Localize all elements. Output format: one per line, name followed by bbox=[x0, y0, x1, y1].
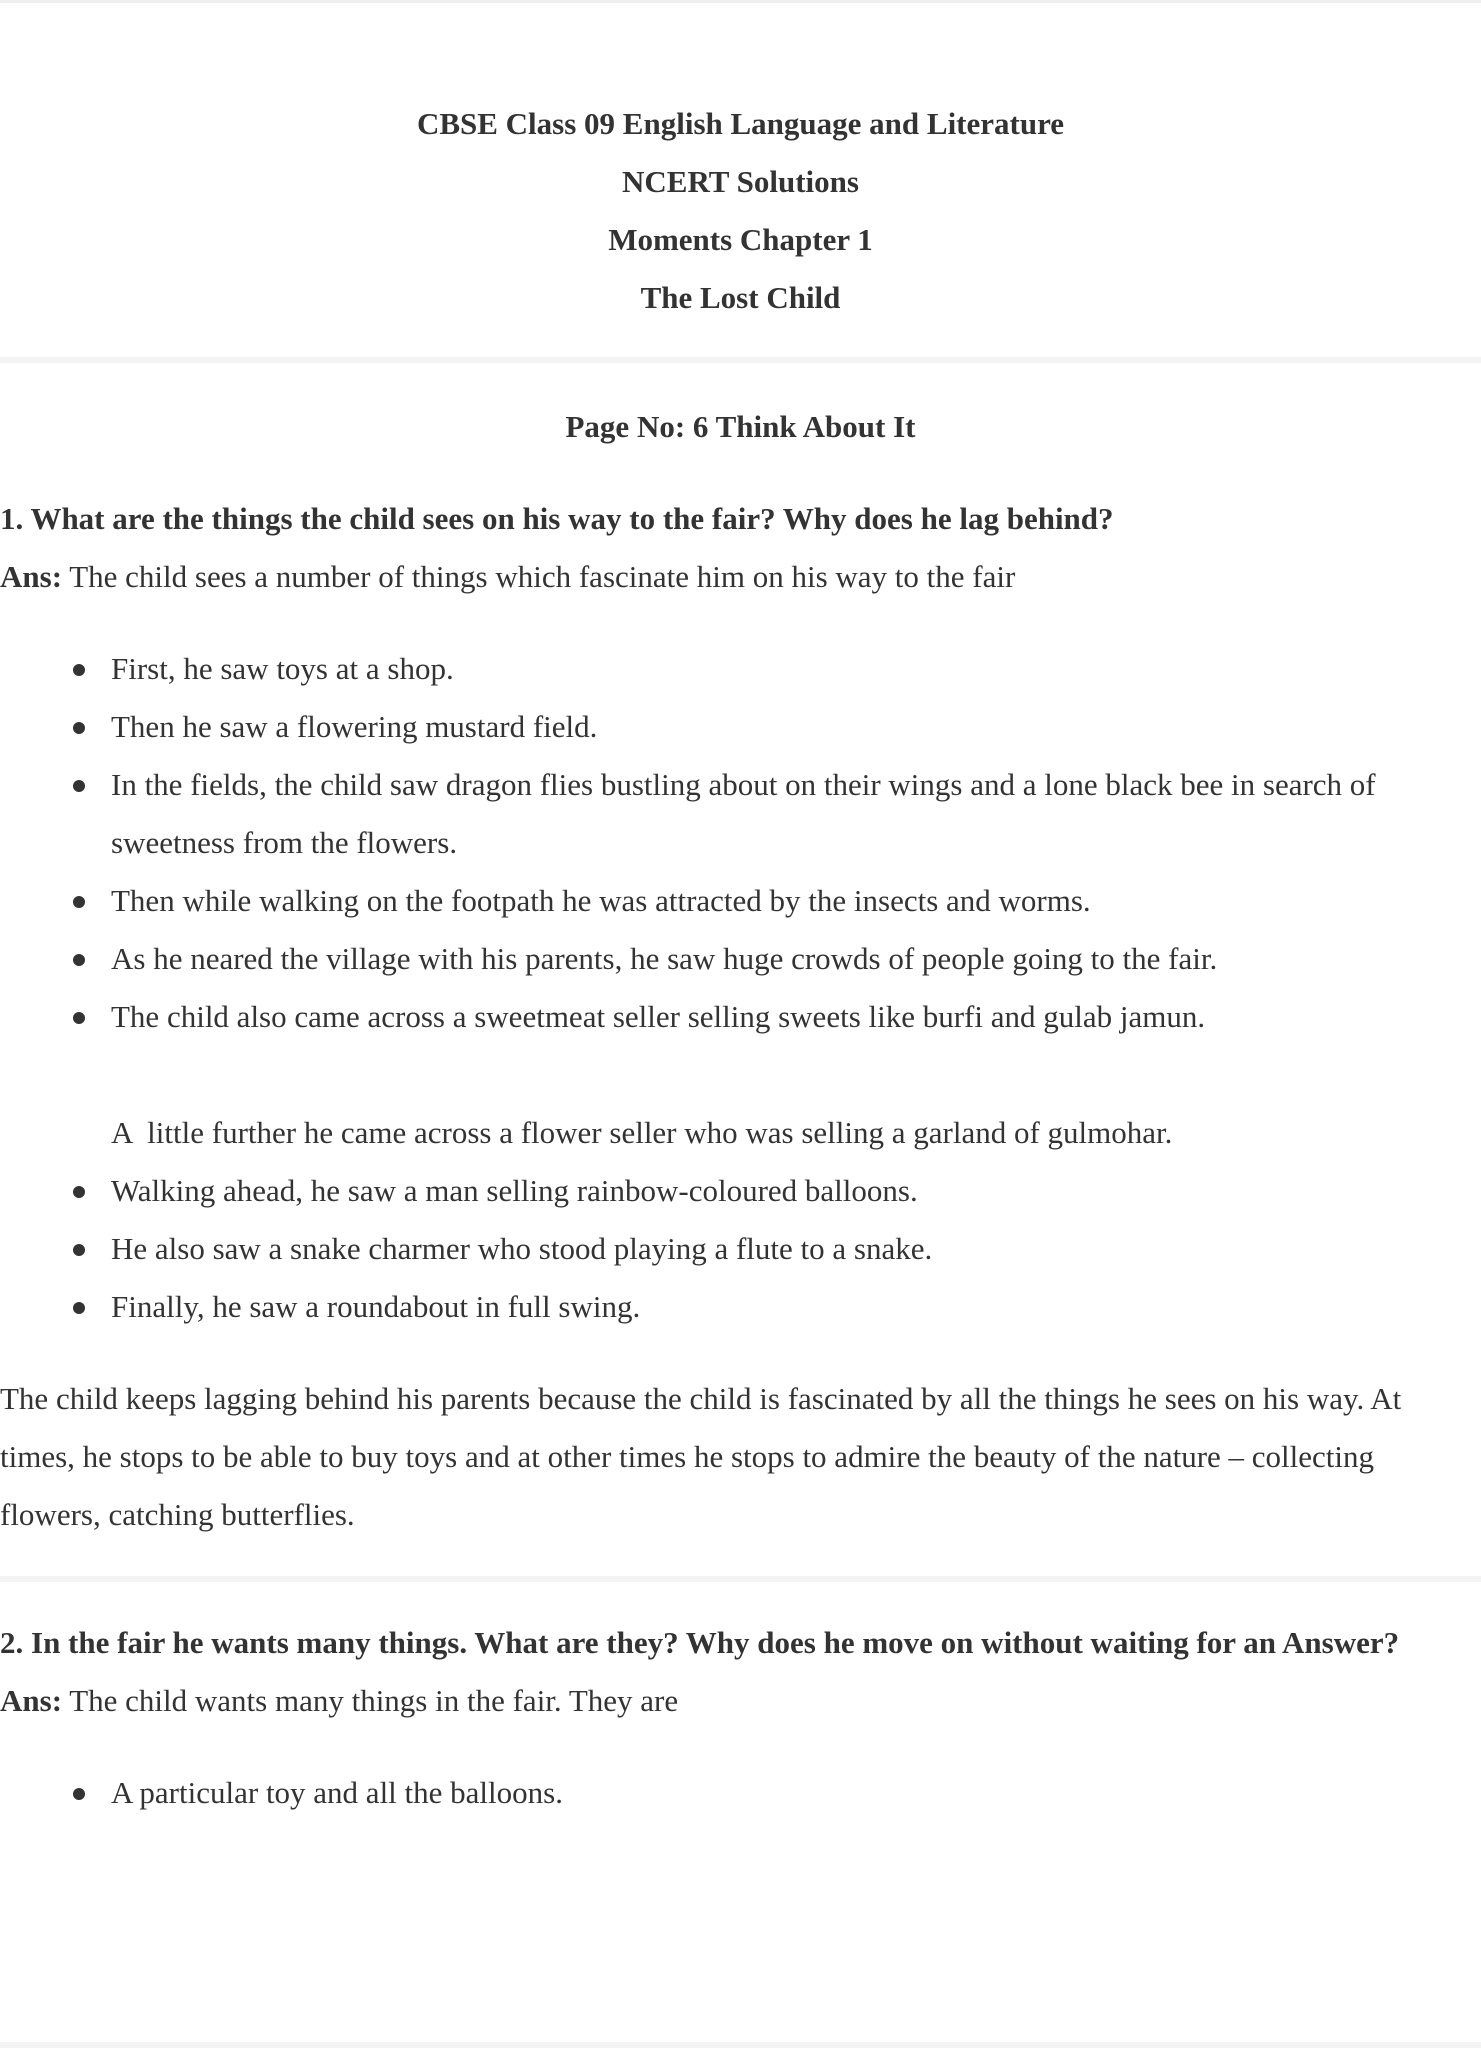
answer-list bbox=[0, 640, 1481, 1336]
header-line-course: CBSE Class 09 English Language and Literature bbox=[416, 106, 1065, 141]
list-item: As he neared the village with his parents, he saw huge crowds of people going to the fair. bbox=[111, 930, 1481, 988]
answer-paragraph: The child keeps lagging behind his parents because the child is fascinated by all the things he sees on his way. At times, he stops to be able to buy toys and at other times he stops to admire the beauty of the nature – collecting flowers, catching butterflies. bbox=[0, 1381, 1402, 1532]
answer-text: The child wants many things in the fair. They are bbox=[62, 1683, 679, 1718]
ans-label: Ans: bbox=[0, 1683, 63, 1718]
bottom-divider bbox=[0, 2042, 1481, 2048]
question-2 bbox=[0, 1582, 1481, 1822]
answer-text: The child sees a number of things which fascinate him on his way to the fair bbox=[62, 559, 1016, 594]
document-header bbox=[0, 3, 1481, 357]
section-title: Page No: 6 Think About It bbox=[565, 409, 916, 444]
list-item: He also saw a snake charmer who stood playing a flute to a snake. bbox=[111, 1220, 1481, 1278]
answer-list bbox=[0, 1764, 1481, 1822]
question-text: 2. In the fair he wants many things. What are they? Why does he move on without waiting for an Answer? bbox=[0, 1625, 1400, 1660]
list-item: Finally, he saw a roundabout in full swing. bbox=[111, 1278, 1481, 1336]
list-item: Then he saw a flowering mustard field. bbox=[111, 698, 1481, 756]
list-item: First, he saw toys at a shop. bbox=[111, 640, 1481, 698]
header-line-chapter: Moments Chapter 1 bbox=[608, 222, 873, 257]
answer-intro bbox=[0, 1672, 1481, 1730]
list-item: Walking ahead, he saw a man selling rainbow-coloured balloons. bbox=[111, 1162, 1481, 1220]
header-line-solutions: NCERT Solutions bbox=[622, 164, 859, 199]
question-text: 1. What are the things the child sees on his way to the fair? Why does he lag behind? bbox=[0, 501, 1114, 536]
list-item-continuation: A little further he came across a flower seller who was selling a garland of gulmohar. bbox=[111, 1115, 1173, 1150]
list-item: A particular toy and all the balloons. bbox=[111, 1764, 1481, 1822]
answer-intro bbox=[0, 548, 1481, 606]
header-line-title: The Lost Child bbox=[640, 280, 841, 315]
list-item: In the fields, the child saw dragon flies bustling about on their wings and a lone black bee in search of sweetness from the flowers. bbox=[111, 756, 1481, 872]
question-1 bbox=[0, 490, 1481, 1544]
section-divider bbox=[0, 357, 1481, 363]
list-item: Then while walking on the footpath he was attracted by the insects and worms. bbox=[111, 872, 1481, 930]
ans-label: Ans: bbox=[0, 559, 63, 594]
list-item: The child also came across a sweetmeat seller selling sweets like burfi and gulab jamun. bbox=[111, 988, 1481, 1046]
